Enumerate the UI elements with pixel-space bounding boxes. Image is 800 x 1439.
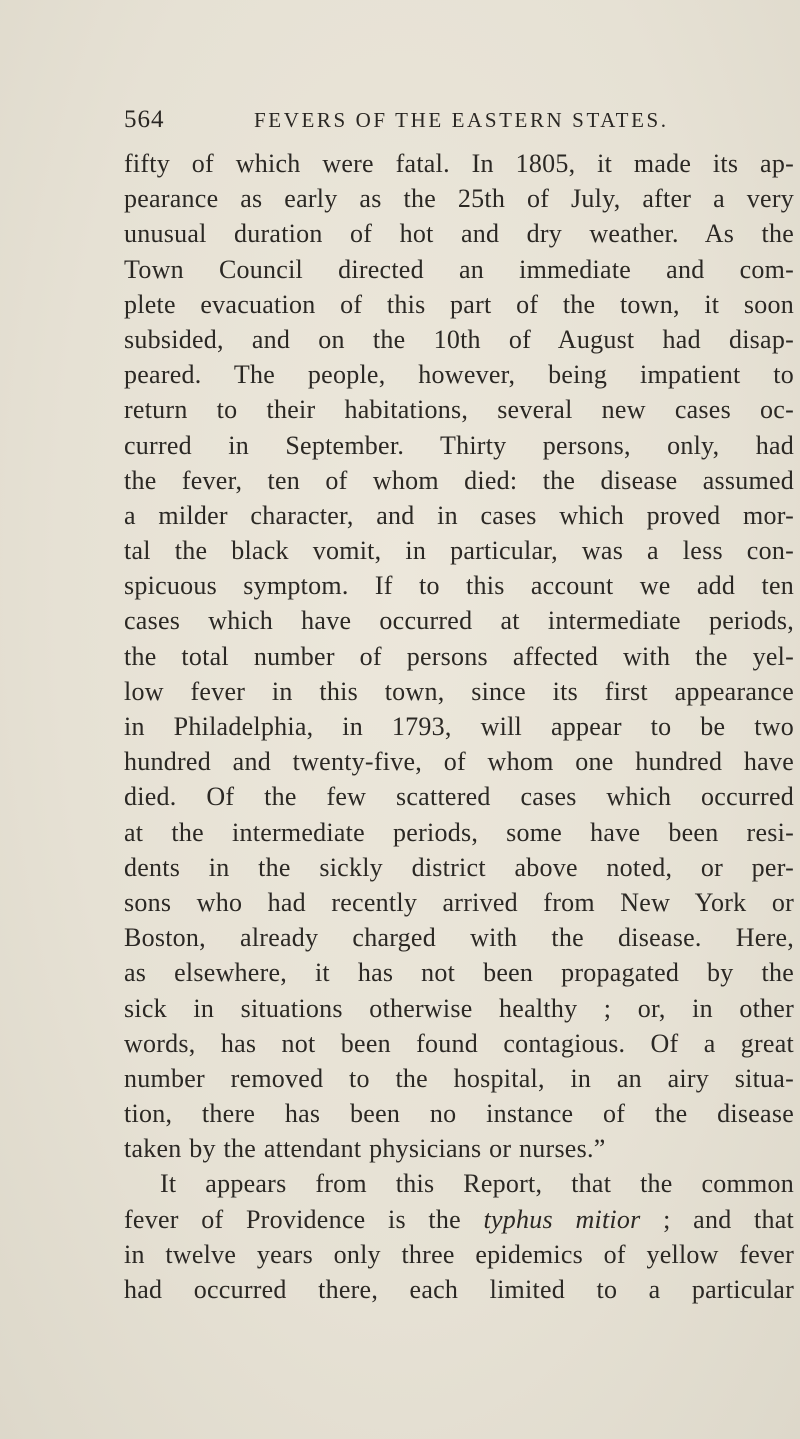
text-line: plete evacuation of this part of the town, it soon bbox=[124, 289, 794, 319]
text-line: number removed to the hospital, in an airy situa- bbox=[124, 1063, 794, 1093]
text-line: hundred and twenty-five, of whom one hundred have bbox=[124, 747, 794, 777]
text-line: fifty of which were fatal. In 1805, it made its ap- bbox=[124, 149, 794, 178]
paragraph-1 bbox=[124, 146, 794, 1166]
text-line: It appears from this Report, that the common bbox=[160, 1169, 794, 1199]
text-line: subsided, and on the 10th of August had disap- bbox=[124, 324, 794, 354]
text-line: tion, there has been no instance of the disease bbox=[124, 1099, 794, 1129]
page-number: 564 bbox=[124, 106, 165, 133]
text-line: spicuous symptom. If to this account we add ten bbox=[124, 571, 794, 601]
body-text bbox=[124, 146, 794, 1307]
text-run: ; and that bbox=[640, 1204, 795, 1234]
text-line: return to their habitations, several new cases oc- bbox=[124, 395, 794, 425]
text-line: sons who had recently arrived from New York or bbox=[124, 887, 794, 917]
text-line: sick in situations otherwise healthy ; or, in other bbox=[124, 993, 794, 1023]
text-line: curred in September. Thirty persons, only, had bbox=[124, 430, 794, 460]
text-line bbox=[124, 1202, 794, 1237]
text-line: in twelve years only three epidemics of yellow fever bbox=[124, 1239, 794, 1269]
text-line: tal the black vomit, in particular, was a less con- bbox=[124, 536, 794, 566]
text-line: the total number of persons affected with the yel- bbox=[124, 641, 794, 671]
running-head bbox=[124, 106, 784, 140]
text-line: taken by the attendant physicians or nurses.” bbox=[124, 1134, 606, 1164]
text-run: fever of Providence is the bbox=[124, 1204, 484, 1234]
text-line: words, has not been found contagious. Of a great bbox=[124, 1028, 794, 1058]
text-line: pearance as early as the 25th of July, after a very bbox=[124, 184, 794, 214]
text-line: in Philadelphia, in 1793, will appear to be two bbox=[124, 712, 794, 741]
text-line: unusual duration of hot and dry weather. As the bbox=[124, 219, 794, 249]
paragraph-2 bbox=[124, 1166, 794, 1307]
text-line: a milder character, and in cases which proved mor- bbox=[124, 500, 794, 530]
text-line: Town Council directed an immediate and com- bbox=[124, 254, 794, 284]
text-line: the fever, ten of whom died: the disease assumed bbox=[124, 465, 794, 495]
text-line: cases which have occurred at intermediate periods, bbox=[124, 606, 794, 636]
text-line: had occurred there, each limited to a particular bbox=[124, 1275, 794, 1304]
text-line: low fever in this town, since its first appearance bbox=[124, 676, 794, 706]
text-line: at the intermediate periods, some have been resi- bbox=[124, 817, 794, 847]
text-line: dents in the sickly district above noted, or per- bbox=[124, 852, 794, 882]
text-line: Boston, already charged with the disease. Here, bbox=[124, 923, 794, 953]
text-line: died. Of the few scattered cases which occurred bbox=[124, 782, 794, 812]
text-line: as elsewhere, it has not been propagated by the bbox=[124, 958, 794, 988]
text-line: peared. The people, however, being impatient to bbox=[124, 360, 794, 390]
running-title: FEVERS OF THE EASTERN STATES. bbox=[254, 108, 669, 132]
italic-term: typhus mitior bbox=[483, 1204, 641, 1234]
